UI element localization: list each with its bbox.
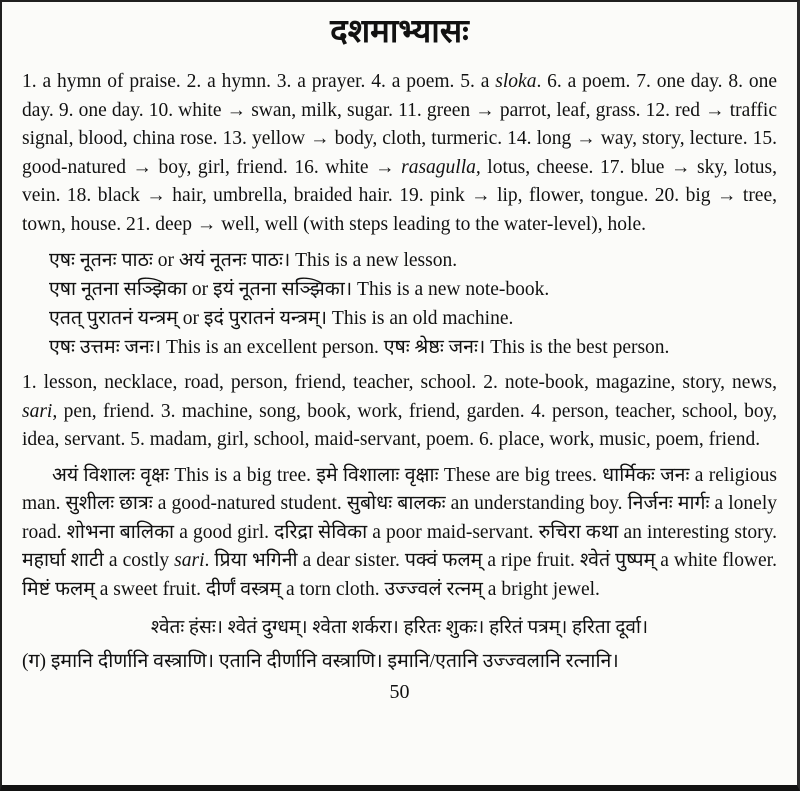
- vocabulary-paragraph: [22, 369, 777, 455]
- page-number: 50: [389, 681, 410, 703]
- answers-text-1: 1. a hymn of praise. 2. a hymn. 3. a prayer. 4. a poem. 5. a: [22, 71, 496, 92]
- vocabulary-text-2: pen, friend. 3. machine, song, book, work, friend, garden. 4. person, teacher, school, boy, idea, servant. 5. madam, girl, school, maid-servant, poem. 6. place, work, music, poem, friend.: [22, 400, 777, 450]
- adjectives-italic-sari: sari: [174, 550, 205, 571]
- page-title: दशमाभ्यासः: [330, 14, 469, 50]
- example-line-old-machine: एतत् पुरातनं यन्त्रम् or इदं पुरातनं यन्त्रम्। This is an old machine.: [49, 308, 514, 329]
- example-line-new-notebook: एषा नूतना सञ्झिका or इयं नूतना सञ्झिका। This is a new note-book.: [49, 279, 550, 300]
- answers-italic-sloka: sloka: [495, 71, 537, 92]
- vocabulary-italic-sari: sari,: [22, 400, 58, 422]
- adjectives-text-1: अयं विशालः वृक्षः This is a big tree. इमे विशालाः वृक्षाः These are big trees. धार्मिकः जनः a religious man. सुशीलः छात्रः a good-natured student. सुबोधः बालकः an understanding boy. निर्जनः मार्गः a lonely road. शोभना बालिका a good girl. दरिद्रा सेविका a poor maid-servant. रुचिरा कथा an interesting story. महार्घा शाटी a costly: [22, 464, 777, 571]
- answers-italic-rasagulla: rasagulla,: [401, 156, 481, 178]
- answers-text-3: lotus, cheese. 17. blue → sky, lotus, vein. 18. black → hair, umbrella, braided hair. 19. pink → lip, flower, tongue. 20. big → tree, town, house. 21. deep → well, well (with steps leading to the water-level), hole.: [22, 156, 777, 235]
- vocabulary-text-1: 1. lesson, necklace, road, person, friend, teacher, school. 2. note-book, magazine, story, news,: [22, 372, 777, 393]
- answers-paragraph: [22, 68, 777, 239]
- answers-text-2: . 6. a poem. 7. one day. 8. one day. 9. one day. 10. white → swan, milk, sugar. 11. green → parrot, leaf, grass. 12. red → traffic signal, blood, china rose. 13. yellow → body, cloth, turmeric. 14. long → way, story, lecture. 15. good-natured → boy, girl, friend. 16. white →: [22, 71, 777, 178]
- example-sentences-block: [49, 246, 777, 362]
- adjectives-text-2: . प्रिया भगिनी a dear sister. पक्वं फलम् a ripe fruit. श्वेतं पुष्पम् a white flower. मिष्टं फलम् a sweet fruit. दीर्णं वस्त्रम् a torn cloth. उज्ज्वलं रत्नम् a bright jewel.: [22, 550, 777, 600]
- neuter-plural-line: (ग) इमानि दीर्णानि वस्त्राणि। एतानि दीर्णानि वस्त्राणि। इमानि/एतानि उज्ज्वलानि रत्नानि।: [22, 651, 619, 672]
- color-sentences-line: श्वेतः हंसः। श्वेतं दुग्धम्। श्वेता शर्करा। हरितः शुकः। हरितं पत्रम्। हरिता दूर्वा।: [150, 617, 649, 638]
- example-line-new-lesson: एषः नूतनः पाठः or अयं नूतनः पाठः। This is a new lesson.: [49, 250, 458, 271]
- example-line-excellent-person: एषः उत्तमः जनः। This is an excellent person. एषः श्रेष्ठः जनः। This is the best person.: [49, 337, 670, 358]
- adjective-examples-paragraph: [22, 462, 777, 605]
